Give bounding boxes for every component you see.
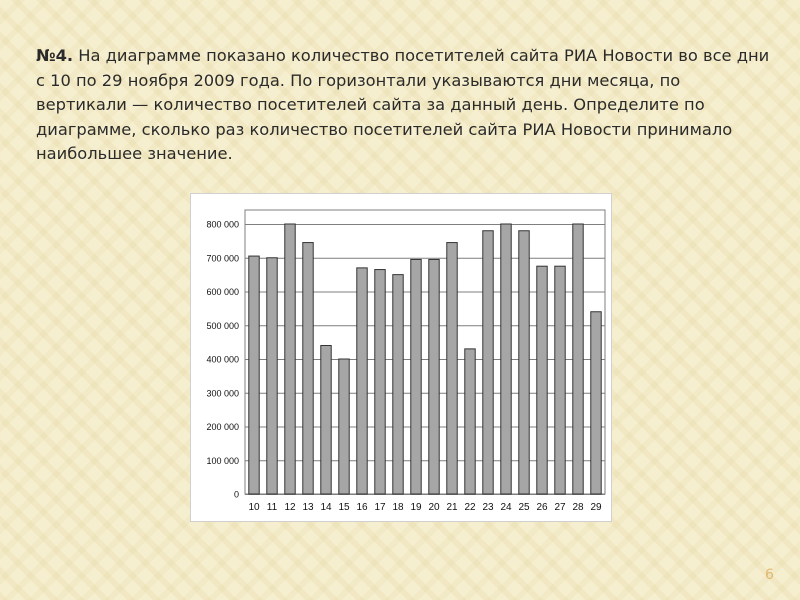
bar-chart (191, 194, 611, 521)
y-tick-label: 700 000 (206, 253, 239, 264)
x-tick-label: 28 (572, 502, 584, 513)
y-tick-label: 800 000 (206, 219, 239, 230)
x-tick-label: 21 (446, 502, 458, 513)
bar (411, 259, 421, 494)
bar (357, 268, 367, 494)
bar (501, 224, 511, 494)
bar (375, 270, 385, 494)
x-tick-label: 10 (248, 502, 260, 513)
y-tick-label: 500 000 (206, 320, 239, 331)
x-tick-label: 16 (356, 502, 368, 513)
x-tick-label: 17 (374, 502, 386, 513)
x-tick-label: 14 (320, 502, 332, 513)
bar (303, 243, 313, 494)
x-tick-label: 12 (284, 502, 296, 513)
bar (537, 266, 547, 494)
x-tick-label: 29 (590, 502, 602, 513)
bar (249, 256, 259, 494)
bar (339, 359, 349, 494)
x-tick-label: 25 (518, 502, 530, 513)
question-number: №4. (36, 46, 74, 65)
y-tick-label: 400 000 (206, 354, 239, 365)
y-tick-label: 600 000 (206, 287, 239, 297)
bar (555, 266, 565, 494)
x-tick-label: 26 (536, 502, 548, 513)
y-tick-label: 0 (233, 489, 239, 500)
y-tick-label: 200 000 (206, 422, 239, 432)
x-tick-label: 23 (482, 502, 494, 513)
bar (393, 275, 403, 494)
question-text (36, 44, 776, 167)
bar (267, 258, 277, 494)
x-tick-label: 20 (428, 502, 440, 513)
bar (591, 312, 601, 494)
bar (465, 349, 475, 494)
chart-container (190, 193, 612, 522)
bar (519, 231, 529, 494)
bar (429, 259, 439, 494)
plot-frame (245, 210, 605, 494)
bar (321, 346, 331, 495)
x-tick-label: 22 (464, 502, 476, 513)
bar (483, 231, 493, 494)
x-tick-label: 11 (266, 502, 278, 513)
x-tick-label: 27 (554, 502, 566, 513)
slide-number: 6 (765, 567, 774, 583)
x-tick-label: 18 (392, 502, 404, 513)
y-tick-label: 100 000 (206, 455, 239, 466)
bar (573, 224, 583, 494)
x-tick-label: 15 (338, 502, 350, 513)
x-tick-label: 24 (500, 502, 512, 513)
x-tick-label: 19 (410, 502, 422, 513)
bar (285, 224, 295, 494)
bar (447, 243, 457, 494)
y-tick-label: 300 000 (206, 388, 239, 399)
question-body: На диаграмме показано количество посетителей сайта РИА Новости во все дни с 10 по 29 ноября 2009 года. По горизонтали указываются дни месяца, по вертикали — количество посетителей сайта за данный день. Определите по диаграмме, сколько раз количество посетителей сайта РИА Новости принимало наибольшее значение. (36, 46, 770, 163)
x-tick-label: 13 (302, 502, 314, 513)
